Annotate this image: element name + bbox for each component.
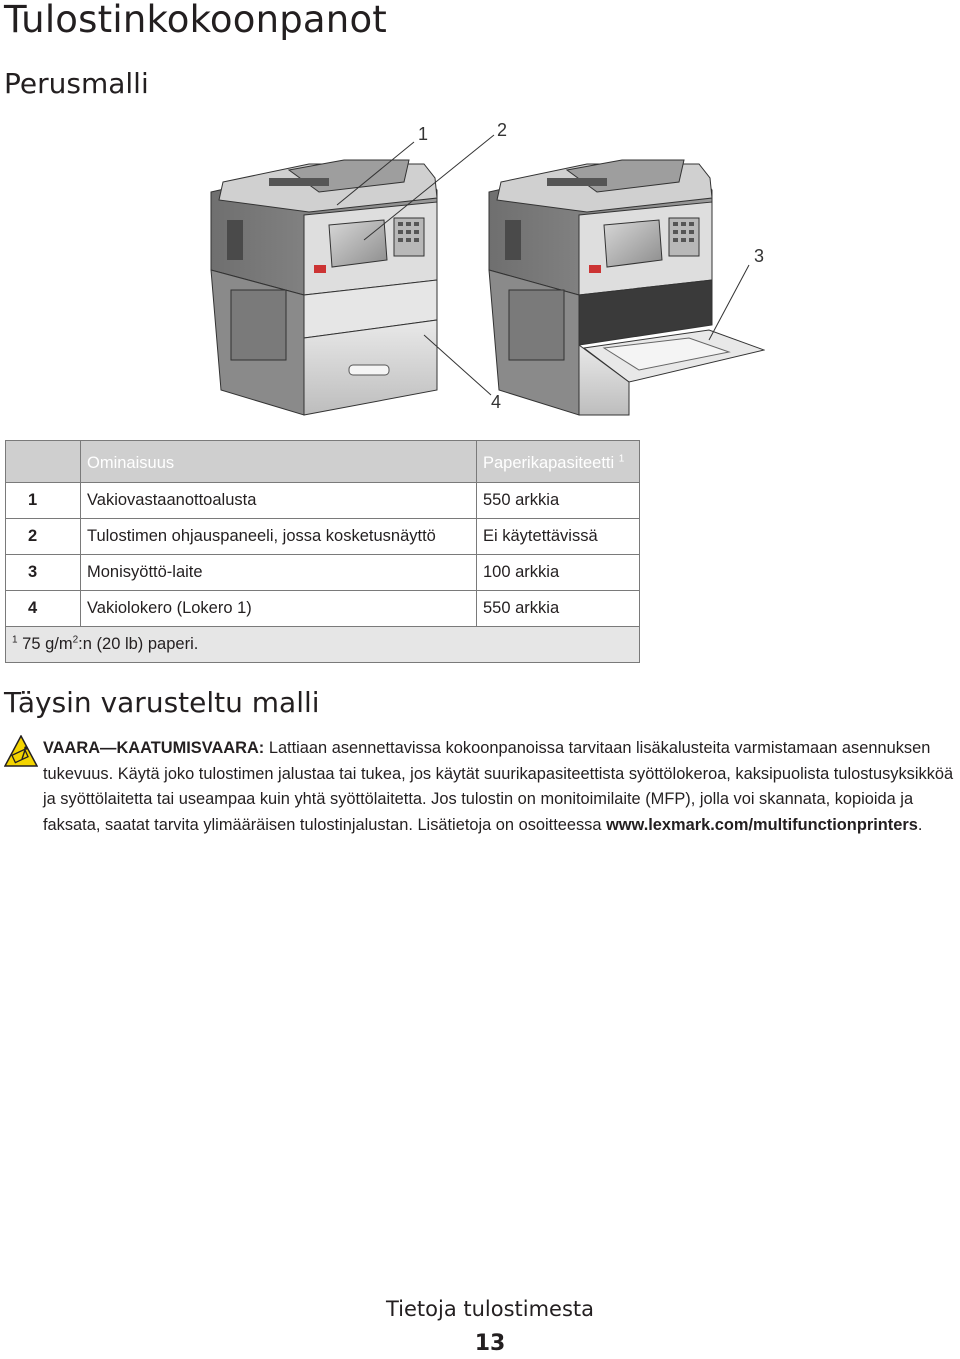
table-header-number (6, 441, 81, 483)
row-number: 3 (6, 555, 81, 591)
table-row (6, 519, 640, 555)
page-title: Tulostinkokoonpanot (4, 0, 387, 41)
footer-section-title: Tietoja tulostimesta (385, 1297, 595, 1321)
features-table (5, 440, 640, 663)
lexmark-link[interactable]: www.lexmark.com/multifunctionprinters (606, 815, 918, 834)
table-row (6, 591, 640, 627)
table-header-feature: Ominaisuus (81, 441, 477, 483)
table-header-row (6, 441, 640, 483)
warning-icon (4, 735, 38, 767)
warning-label: VAARA—KAATUMISVAARA: (43, 739, 265, 757)
row-feature: Vakiolokero (Lokero 1) (81, 591, 477, 627)
row-feature: Vakiovastaanottoalusta (81, 483, 477, 519)
printer-illustration (209, 120, 765, 420)
warning-text: VAARA—KAATUMISVAARA: Lattiaan asennettavissa kokoonpanoissa tarvitaan lisäkalusteita varmistamaan asennuksen tukevuus. Käytä joko tulostimen jalustaa tai tukea, jos käytät suurikapasiteettista syöttölokeroa, kaksipuolista tulostusyksikköä ja syöttölaitetta tai useampaa kuin yhtä syöttölaitetta. Jos tulostin on monitoimilaite (MFP), jolla voi skannata, kopioida ja faksata, saatat tarvita ylimääräisen tulostinjalustan. Lisätietoja on osoitteessa www.lexmark.com/multifunctionprinters. (43, 739, 954, 834)
callout-2: 2 (497, 120, 508, 140)
row-feature: Tulostimen ohjauspaneeli, jossa kosketusnäyttö (81, 519, 477, 555)
row-feature: Monisyöttö-laite (81, 555, 477, 591)
section-title-full-model: Täysin varusteltu malli (4, 686, 320, 719)
table-row (6, 483, 640, 519)
callout-1: 1 (418, 124, 429, 144)
page-number: 13 (474, 1331, 506, 1356)
table-header-capacity: Paperikapasiteetti $^1$ (477, 441, 640, 483)
row-number: 1 (6, 483, 81, 519)
row-number: 2 (6, 519, 81, 555)
row-number: 4 (6, 591, 81, 627)
table-row (6, 555, 640, 591)
table-footnote: $^1$ 75 $g/m^2:n$ (20 lb) paperi. (6, 627, 640, 663)
row-capacity: 550 arkkia (477, 591, 640, 627)
printer-drawing (209, 120, 765, 420)
row-capacity: Ei käytettävissä (477, 519, 640, 555)
printer-left (211, 160, 437, 415)
row-capacity: 550 arkkia (477, 483, 640, 519)
table-footnote-row (6, 627, 640, 663)
row-capacity: 100 arkkia (477, 555, 640, 591)
printer-right (489, 160, 764, 415)
callout-3: 3 (754, 246, 765, 266)
section-title-basic-model: Perusmalli (4, 67, 149, 100)
callout-4: 4 (491, 392, 502, 412)
